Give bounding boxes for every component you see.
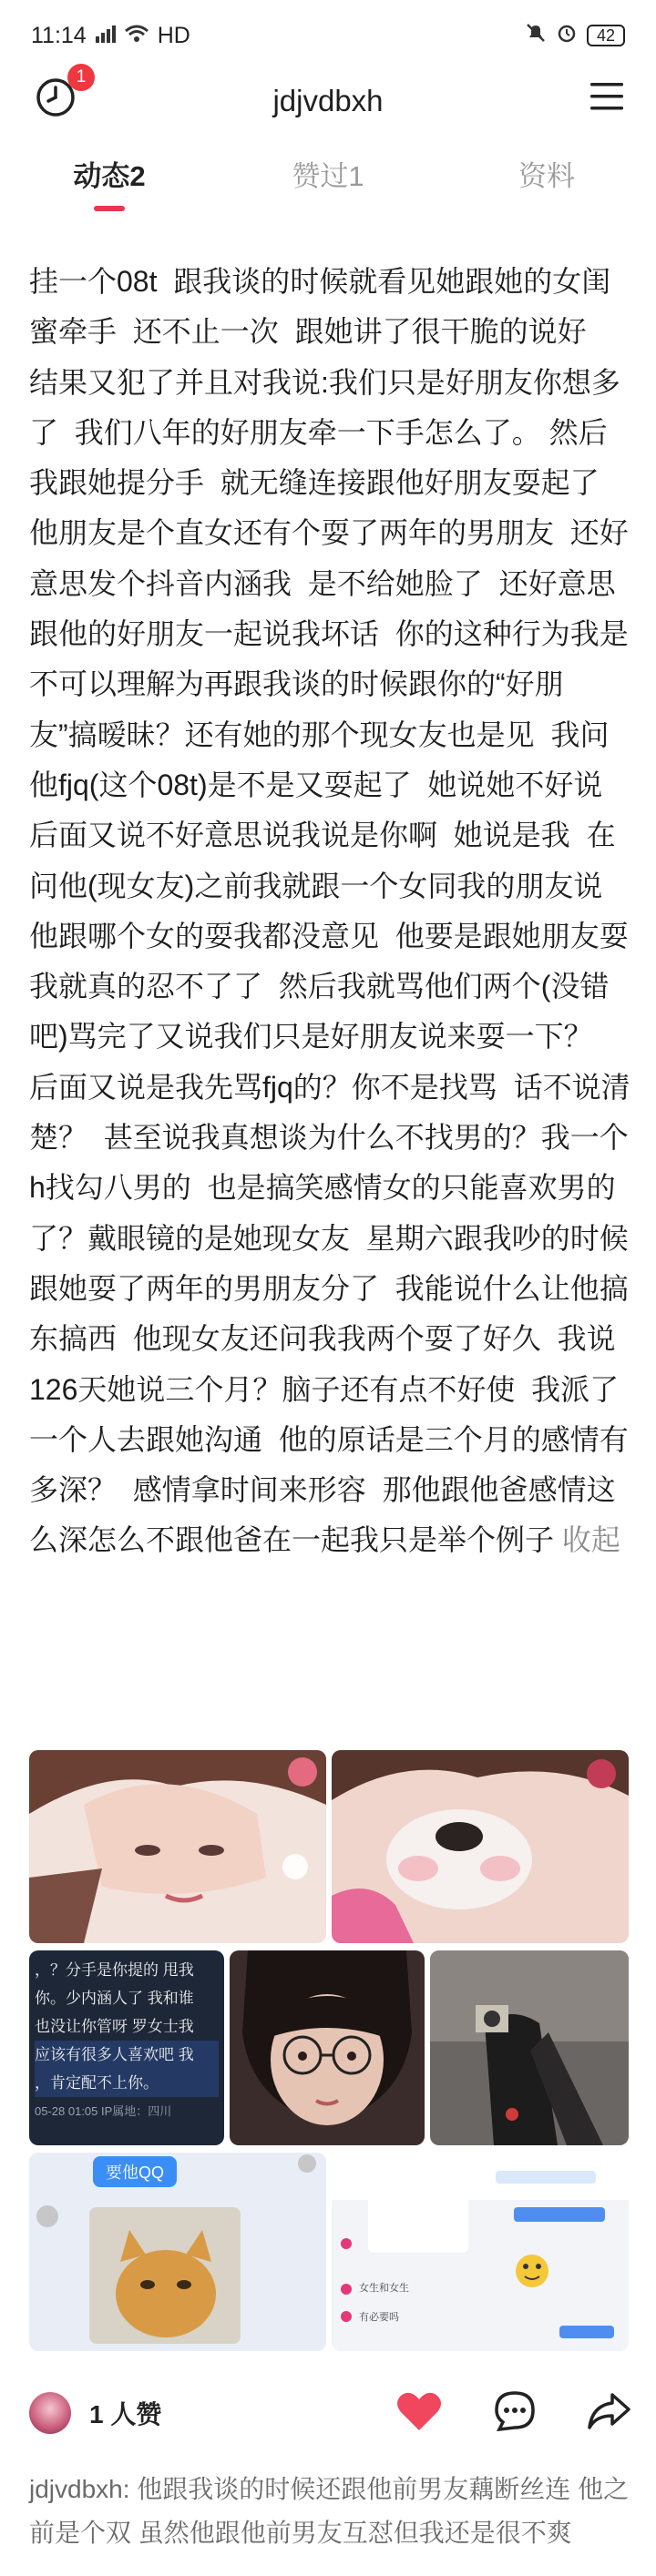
chat-line: 女生和女生 xyxy=(359,2283,409,2294)
chat-line: ，？分手是你提的 甩我 xyxy=(35,1961,194,1979)
post-photo-4[interactable] xyxy=(430,1950,629,2145)
tab-label: 动态2 xyxy=(73,160,146,192)
menu-icon xyxy=(589,80,625,113)
chat-screenshot-photo-2[interactable] xyxy=(332,2153,629,2351)
battery-indicator: 42 xyxy=(587,25,625,46)
post-photo-2[interactable] xyxy=(332,1750,629,1943)
post-photo-3[interactable] xyxy=(230,1950,425,2145)
chat-line: 有必要吗 xyxy=(359,2312,399,2323)
mute-icon xyxy=(525,22,547,50)
tab-label: 资料 xyxy=(518,160,575,192)
heart-icon[interactable] xyxy=(395,2390,443,2437)
post-body xyxy=(29,257,630,1566)
page-title: jdjvdbxh xyxy=(272,84,384,117)
tab-liked[interactable] xyxy=(219,153,437,217)
post-actions xyxy=(29,2386,630,2440)
comment-author[interactable]: jdjvdbxh xyxy=(29,2475,123,2503)
chat-line: 应该有很多人喜欢吧 我 xyxy=(35,2041,219,2069)
chat-line: ，肯定配不上你。 xyxy=(35,2069,219,2097)
chat-line: 你。少内涵人了 我和谁 xyxy=(35,1990,194,2007)
comment-text: : 他跟我谈的时候还跟他前男友藕断丝连 他之前是个双 虽然他跟他前男友互怼但我还是很不爽 xyxy=(29,2475,630,2547)
chat-screenshot-photo[interactable] xyxy=(29,1950,224,2145)
status-time: 11:14 xyxy=(31,22,87,48)
tab-active-indicator xyxy=(94,206,125,211)
network-label: HD xyxy=(157,22,190,48)
post-text: 挂一个08t 跟我谈的时候就看见她跟她的女闺蜜牵手 还不止一次 跟她讲了很干脆的说好 结果又犯了并且对我说:我们只是好朋友你想多了 我们八年的好朋友牵一下手怎么了。 然后我跟她提分手 就无缝连接跟他好朋友耍起了 他朋友是个直女还有个耍了两年的男朋友 还好意思发个抖音内涵我 是不给她脸了 还好意思跟他的好朋友一起说我坏话 你的这种行为我是不可以理解为再跟我谈的时候跟你的“好朋友”搞暧昧？还有她的那个现女友也是见 我问他fjq(这个08t)是不是又耍起了 她说她不好说 后面又说不好意思说我说是你啊 她说是我 在问他(现女友)之前我就跟一个女同我的朋友说他跟哪个女的耍我都没意见 他要是跟她朋友耍我就真的忍不了了 然后我就骂他们两个(没错吧)骂完了又说我们只是好朋友说来耍一下？ 后面又说是我先骂fjq的？你不是找骂 话不说清楚？ 甚至说我真想谈为什么不找男的？我一个h找勾八男的 也是搞笑感情女的只能喜欢男的了？戴眼镜的是她现女友 星期六跟我吵的时候跟她耍了两年的男朋友分了 我能说什么让他搞东搞西 他现女友还问我我两个耍了好久 我说126天她说三个月？脑子还有点不好使 我派了一个人去跟她沟通 他的原话是三个月的感情有多深？ 感情拿时间来形容 那他跟他爸感情这么深怎么不跟他爸在一起我只是举个例子 xyxy=(29,265,630,1557)
collapse-link[interactable]: 收起 xyxy=(561,1523,620,1557)
comment-preview[interactable] xyxy=(29,2468,630,2555)
chat-footer: 05-28 01:05 IP属地：四川 xyxy=(35,2104,172,2118)
menu-button[interactable] xyxy=(589,80,625,113)
tab-label: 赞过1 xyxy=(292,160,364,192)
notification-badge: 1 xyxy=(67,64,95,91)
tab-posts[interactable] xyxy=(0,153,219,217)
cat-photo[interactable] xyxy=(29,2153,326,2351)
alarm-icon xyxy=(556,22,578,50)
comment-icon[interactable] xyxy=(494,2390,536,2437)
chat-line: 也没让你管呀 罗女士我 xyxy=(35,2018,194,2035)
signal-icon xyxy=(96,23,116,49)
wifi-icon xyxy=(125,23,149,49)
status-bar xyxy=(0,0,656,71)
tab-profile[interactable] xyxy=(437,153,656,217)
avatar[interactable] xyxy=(29,2392,71,2434)
post-photo-1[interactable] xyxy=(29,1750,326,1943)
likes-count: 1 人赞 xyxy=(89,2400,162,2428)
history-button[interactable] xyxy=(31,67,87,120)
profile-header xyxy=(0,67,656,131)
share-icon[interactable] xyxy=(587,2391,630,2436)
profile-tabs xyxy=(0,153,656,217)
chat-bubble: 要他QQ xyxy=(93,2156,177,2187)
